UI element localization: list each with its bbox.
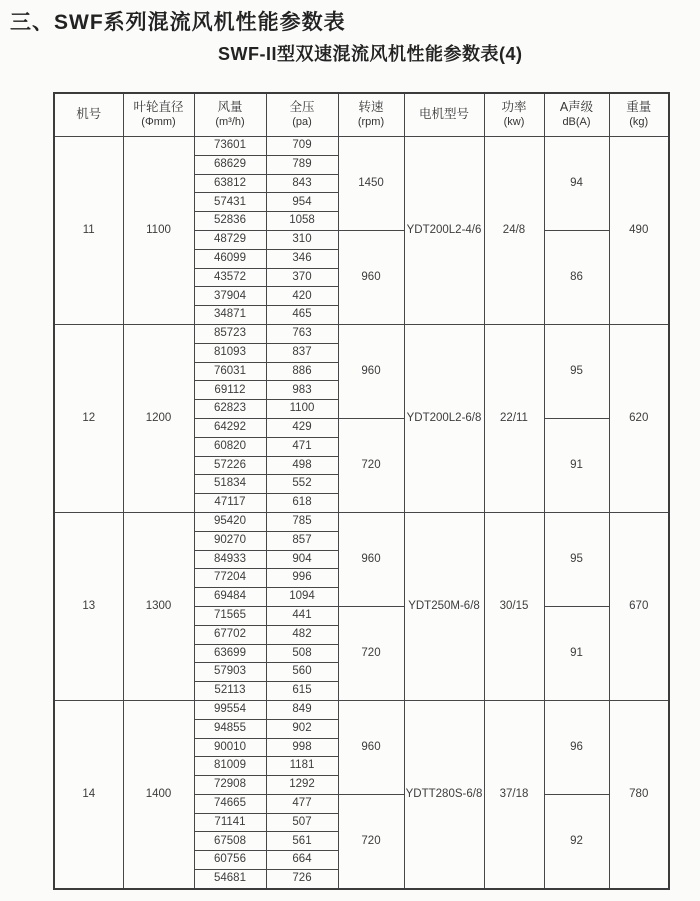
cell-air-flow: 52836: [194, 212, 266, 231]
cell-total-pressure: 849: [266, 700, 338, 719]
cell-air-flow: 90270: [194, 531, 266, 550]
cell-noise-level: 86: [544, 230, 609, 324]
table-row: [54, 700, 669, 719]
cell-power: 24/8: [484, 137, 544, 325]
cell-air-flow: 99554: [194, 700, 266, 719]
cell-air-flow: 46099: [194, 249, 266, 268]
cell-air-flow: 72908: [194, 776, 266, 795]
cell-air-flow: 62823: [194, 400, 266, 419]
table-body: [54, 137, 669, 889]
cell-total-pressure: 498: [266, 456, 338, 475]
cell-total-pressure: 441: [266, 606, 338, 625]
cell-total-pressure: 346: [266, 249, 338, 268]
table-header: [54, 93, 669, 137]
column-header-label: 功率: [501, 100, 527, 115]
cell-fan-model: 13: [54, 512, 123, 700]
cell-air-flow: 94855: [194, 719, 266, 738]
cell-total-pressure: 904: [266, 550, 338, 569]
cell-air-flow: 85723: [194, 324, 266, 343]
column-header: [484, 93, 544, 137]
cell-fan-model: 11: [54, 137, 123, 325]
cell-total-pressure: 370: [266, 268, 338, 287]
cell-impeller-diameter: 1400: [123, 700, 194, 888]
cell-speed: 720: [338, 606, 404, 700]
cell-total-pressure: 560: [266, 663, 338, 682]
cell-noise-level: 91: [544, 606, 609, 700]
cell-noise-level: 95: [544, 324, 609, 418]
cell-weight: 490: [609, 137, 669, 325]
cell-air-flow: 71141: [194, 813, 266, 832]
cell-speed: 960: [338, 512, 404, 606]
cell-air-flow: 60820: [194, 437, 266, 456]
cell-impeller-diameter: 1100: [123, 137, 194, 325]
column-header-label: 重量: [626, 100, 652, 115]
cell-total-pressure: 664: [266, 851, 338, 870]
column-header: [266, 93, 338, 137]
cell-total-pressure: 998: [266, 738, 338, 757]
cell-air-flow: 68629: [194, 155, 266, 174]
cell-air-flow: 71565: [194, 606, 266, 625]
cell-air-flow: 37904: [194, 287, 266, 306]
cell-total-pressure: 471: [266, 437, 338, 456]
column-header-label: A声级: [559, 100, 594, 115]
cell-total-pressure: 763: [266, 324, 338, 343]
cell-total-pressure: 1100: [266, 400, 338, 419]
cell-air-flow: 73601: [194, 137, 266, 156]
cell-air-flow: 57903: [194, 663, 266, 682]
column-header-unit: (rpm): [357, 115, 385, 128]
cell-speed: 720: [338, 794, 404, 888]
cell-air-flow: 64292: [194, 418, 266, 437]
cell-air-flow: 43572: [194, 268, 266, 287]
cell-air-flow: 63812: [194, 174, 266, 193]
cell-motor-model: YDTT280S-6/8: [404, 700, 484, 888]
cell-total-pressure: 785: [266, 512, 338, 531]
page-title: 三、SWF系列混流风机性能参数表: [10, 11, 346, 34]
cell-speed: 720: [338, 418, 404, 512]
column-header-unit: (pa): [292, 115, 312, 128]
cell-noise-level: 95: [544, 512, 609, 606]
cell-air-flow: 90010: [194, 738, 266, 757]
cell-air-flow: 57226: [194, 456, 266, 475]
cell-total-pressure: 552: [266, 475, 338, 494]
cell-weight: 670: [609, 512, 669, 700]
cell-air-flow: 69112: [194, 381, 266, 400]
column-header-unit: (kg): [629, 115, 649, 128]
cell-power: 30/15: [484, 512, 544, 700]
cell-total-pressure: 420: [266, 287, 338, 306]
column-header-unit: (kw): [503, 115, 525, 128]
cell-air-flow: 77204: [194, 569, 266, 588]
cell-air-flow: 48729: [194, 230, 266, 249]
table-row: [54, 324, 669, 343]
column-header-label: 转速: [358, 100, 384, 115]
cell-total-pressure: 507: [266, 813, 338, 832]
cell-noise-level: 96: [544, 700, 609, 794]
cell-air-flow: 63699: [194, 644, 266, 663]
cell-total-pressure: 1292: [266, 776, 338, 795]
cell-total-pressure: 618: [266, 494, 338, 513]
column-header-label: 机号: [76, 107, 102, 122]
cell-speed: 960: [338, 700, 404, 794]
cell-noise-level: 91: [544, 418, 609, 512]
cell-power: 37/18: [484, 700, 544, 888]
cell-total-pressure: 902: [266, 719, 338, 738]
cell-speed: 960: [338, 230, 404, 324]
cell-air-flow: 51834: [194, 475, 266, 494]
cell-total-pressure: 837: [266, 343, 338, 362]
cell-total-pressure: 709: [266, 137, 338, 156]
cell-total-pressure: 789: [266, 155, 338, 174]
column-header: [404, 93, 484, 137]
cell-total-pressure: 954: [266, 193, 338, 212]
cell-air-flow: 57431: [194, 193, 266, 212]
fan-parameters-table: [53, 92, 670, 890]
cell-air-flow: 84933: [194, 550, 266, 569]
cell-motor-model: YDT250M-6/8: [404, 512, 484, 700]
cell-air-flow: 60756: [194, 851, 266, 870]
column-header: [609, 93, 669, 137]
cell-total-pressure: 857: [266, 531, 338, 550]
cell-impeller-diameter: 1200: [123, 324, 194, 512]
cell-total-pressure: 726: [266, 870, 338, 889]
cell-air-flow: 67702: [194, 625, 266, 644]
column-header: [544, 93, 609, 137]
cell-total-pressure: 1181: [266, 757, 338, 776]
cell-total-pressure: 1094: [266, 588, 338, 607]
cell-fan-model: 12: [54, 324, 123, 512]
cell-total-pressure: 843: [266, 174, 338, 193]
cell-total-pressure: 886: [266, 362, 338, 381]
table-row: [54, 512, 669, 531]
column-header-label: 叶轮直径: [133, 100, 184, 115]
cell-total-pressure: 983: [266, 381, 338, 400]
cell-speed: 1450: [338, 137, 404, 231]
cell-air-flow: 54681: [194, 870, 266, 889]
cell-power: 22/11: [484, 324, 544, 512]
cell-motor-model: YDT200L2-4/6: [404, 137, 484, 325]
cell-total-pressure: 477: [266, 794, 338, 813]
cell-total-pressure: 615: [266, 682, 338, 701]
cell-weight: 620: [609, 324, 669, 512]
table-row: [54, 137, 669, 156]
column-header: [54, 93, 123, 137]
column-header-label: 全压: [289, 100, 315, 115]
column-header: [123, 93, 194, 137]
cell-air-flow: 52113: [194, 682, 266, 701]
cell-air-flow: 47117: [194, 494, 266, 513]
table-subtitle: SWF-II型双速混流风机性能参数表(4): [218, 44, 523, 64]
cell-air-flow: 81093: [194, 343, 266, 362]
cell-air-flow: 34871: [194, 306, 266, 325]
cell-total-pressure: 429: [266, 418, 338, 437]
cell-air-flow: 74665: [194, 794, 266, 813]
cell-air-flow: 81009: [194, 757, 266, 776]
cell-total-pressure: 561: [266, 832, 338, 851]
column-header-label: 风量: [217, 100, 243, 115]
table-header-row: [54, 93, 669, 137]
cell-air-flow: 95420: [194, 512, 266, 531]
cell-total-pressure: 1058: [266, 212, 338, 231]
cell-noise-level: 94: [544, 137, 609, 231]
cell-air-flow: 67508: [194, 832, 266, 851]
cell-impeller-diameter: 1300: [123, 512, 194, 700]
cell-total-pressure: 310: [266, 230, 338, 249]
column-header-unit: (m³/h): [215, 115, 245, 128]
cell-air-flow: 69484: [194, 588, 266, 607]
column-header: [194, 93, 266, 137]
cell-total-pressure: 465: [266, 306, 338, 325]
cell-total-pressure: 508: [266, 644, 338, 663]
cell-air-flow: 76031: [194, 362, 266, 381]
column-header-unit: dB(A): [562, 115, 591, 128]
column-header-label: 电机型号: [418, 107, 469, 122]
cell-fan-model: 14: [54, 700, 123, 888]
cell-weight: 780: [609, 700, 669, 888]
cell-total-pressure: 482: [266, 625, 338, 644]
cell-speed: 960: [338, 324, 404, 418]
column-header: [338, 93, 404, 137]
column-header-unit: (Φmm): [141, 115, 176, 128]
cell-motor-model: YDT200L2-6/8: [404, 324, 484, 512]
cell-total-pressure: 996: [266, 569, 338, 588]
cell-noise-level: 92: [544, 794, 609, 888]
